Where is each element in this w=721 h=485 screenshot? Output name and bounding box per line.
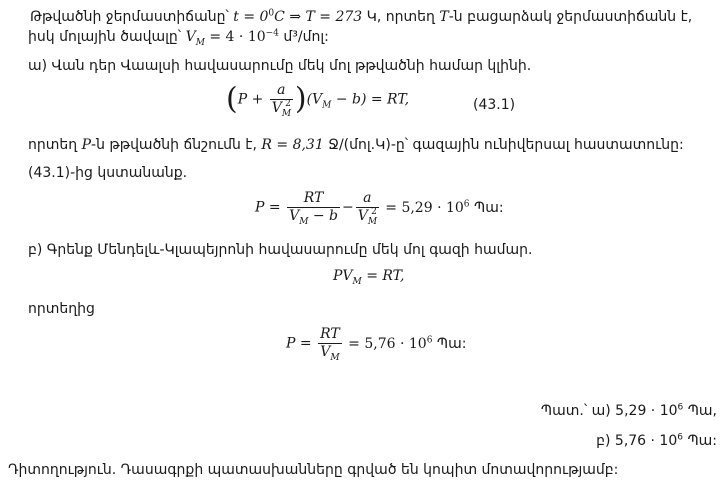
vdw-equation: (P + $\frac{a}{V_M^2}$ )$(V_M - b)$ = RT, bbox=[226, 81, 410, 119]
note: Դիտողություն. Դասագրքի պատասխանները գրված են կոպիտ մոտավորությամբ: bbox=[8, 462, 619, 478]
intro-line-2: իսկ մոլային ծավալը՝ $V_M = 4 \cdot 10^{-4}$ մ³/մոլ: bbox=[28, 28, 329, 48]
ideal-gas-equation: $PV_M$ = RT, bbox=[333, 268, 405, 287]
pressure-formula-b: P = $\frac{RT}{V_M}$ = $5,76 \cdot 10^6$ Պա: bbox=[286, 326, 467, 363]
part-b-label: բ) Գրենք Մենդելև-Կլապեյրոնի հավասարումը մեկ մոլ գազի համար. bbox=[28, 242, 533, 258]
part-a-label: ա) Վան դեր Վաալսի հավասարումը մեկ մոլ թթվածնի համար կլինի. bbox=[28, 58, 532, 74]
whence-line: որտեղից bbox=[28, 301, 95, 317]
pressure-formula-a: P = $\frac{RT}{V_M - b}$ − $\frac{a}{V_M^2}$ = $5,29 \cdot 10^6$ Պա: bbox=[255, 190, 504, 227]
from-line: (43.1)-ից կստանանք. bbox=[28, 165, 188, 181]
where-line: որտեղ P-ն թթվածնի ճնշումն է, R = 8,31 Ջ/(մոլ.Կ)-ը՝ գազային ունիվերսալ հաստատունը: bbox=[28, 137, 684, 153]
equation-number: (43.1) bbox=[473, 97, 516, 113]
answer-line-1: Պատ.՝ ա) $5,29 \cdot 10^6$ Պա, bbox=[540, 402, 717, 419]
intro-line-1: Թթվածնի ջերմաստիճանը՝ $t = 0^0C$ ⇒ T = 273 Կ, որտեղ T-ն բացարձակ ջերմաստիճանն է, bbox=[30, 8, 693, 25]
answer-line-2: բ) $5,76 \cdot 10^6$ Պա: bbox=[596, 432, 717, 449]
